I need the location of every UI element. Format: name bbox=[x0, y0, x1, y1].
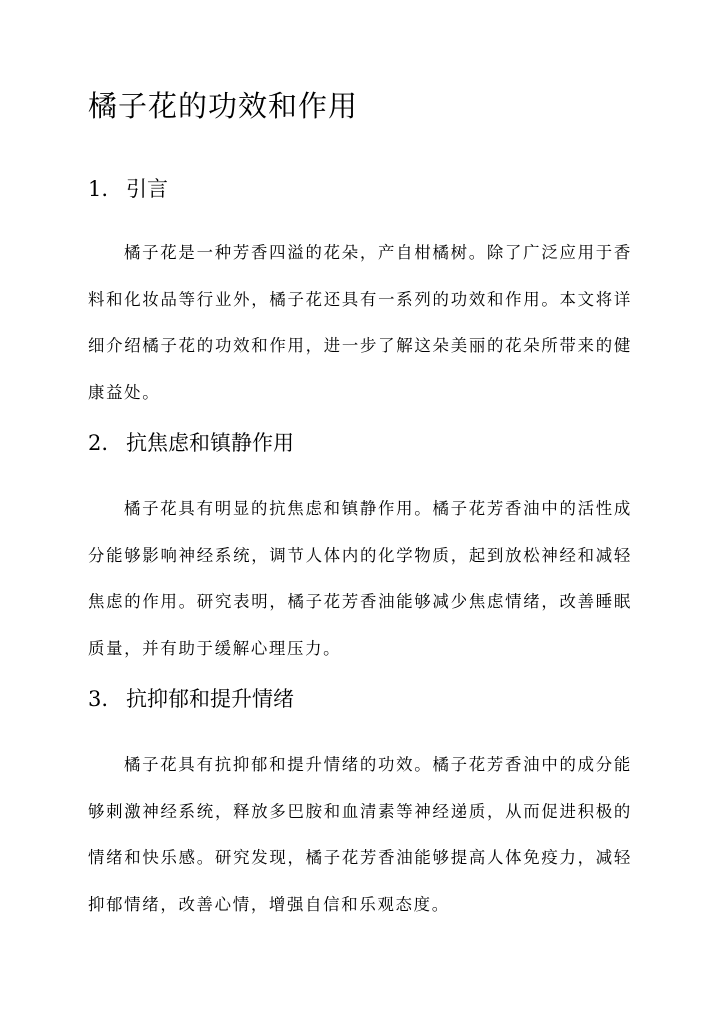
section-paragraph-introduction: 橘子花是一种芳香四溢的花朵，产自柑橘树。除了广泛应用于香料和化妆品等行业外，橘子花还具有一系列的功效和作用。本文将详细介绍橘子花的功效和作用，进一步了解这朵美丽的花朵所带来的健康益处。 bbox=[88, 243, 632, 402]
section-paragraph-anti-anxiety: 橘子花具有明显的抗焦虑和镇静作用。橘子花芳香油中的活性成分能够影响神经系统，调节人体内的化学物质，起到放松神经和减轻焦虑的作用。研究表明，橘子花芳香油能够减少焦虑情绪，改善睡眠质量，并有助于缓解心理压力。 bbox=[88, 499, 632, 658]
section-number: 1. bbox=[88, 177, 109, 201]
section-paragraph-anti-depression: 橘子花具有抗抑郁和提升情绪的功效。橘子花芳香油中的成分能够刺激神经系统，释放多巴胺和血清素等神经递质，从而促进积极的情绪和快乐感。研究发现，橘子花芳香油能够提高人体免疫力，减轻抑郁情绪，改善心情，增强自信和乐观态度。 bbox=[88, 755, 632, 914]
section-heading-anti-depression bbox=[88, 684, 294, 714]
section-heading-text: 抗抑郁和提升情绪 bbox=[126, 687, 294, 711]
section-number: 3. bbox=[88, 687, 109, 711]
document-title: 橘子花的功效和作用 bbox=[88, 89, 359, 123]
section-heading-anti-anxiety bbox=[88, 428, 294, 458]
section-number: 2. bbox=[88, 431, 109, 455]
section-heading-introduction bbox=[88, 174, 168, 204]
section-heading-text: 抗焦虑和镇静作用 bbox=[126, 431, 294, 455]
section-heading-text: 引言 bbox=[126, 177, 168, 201]
